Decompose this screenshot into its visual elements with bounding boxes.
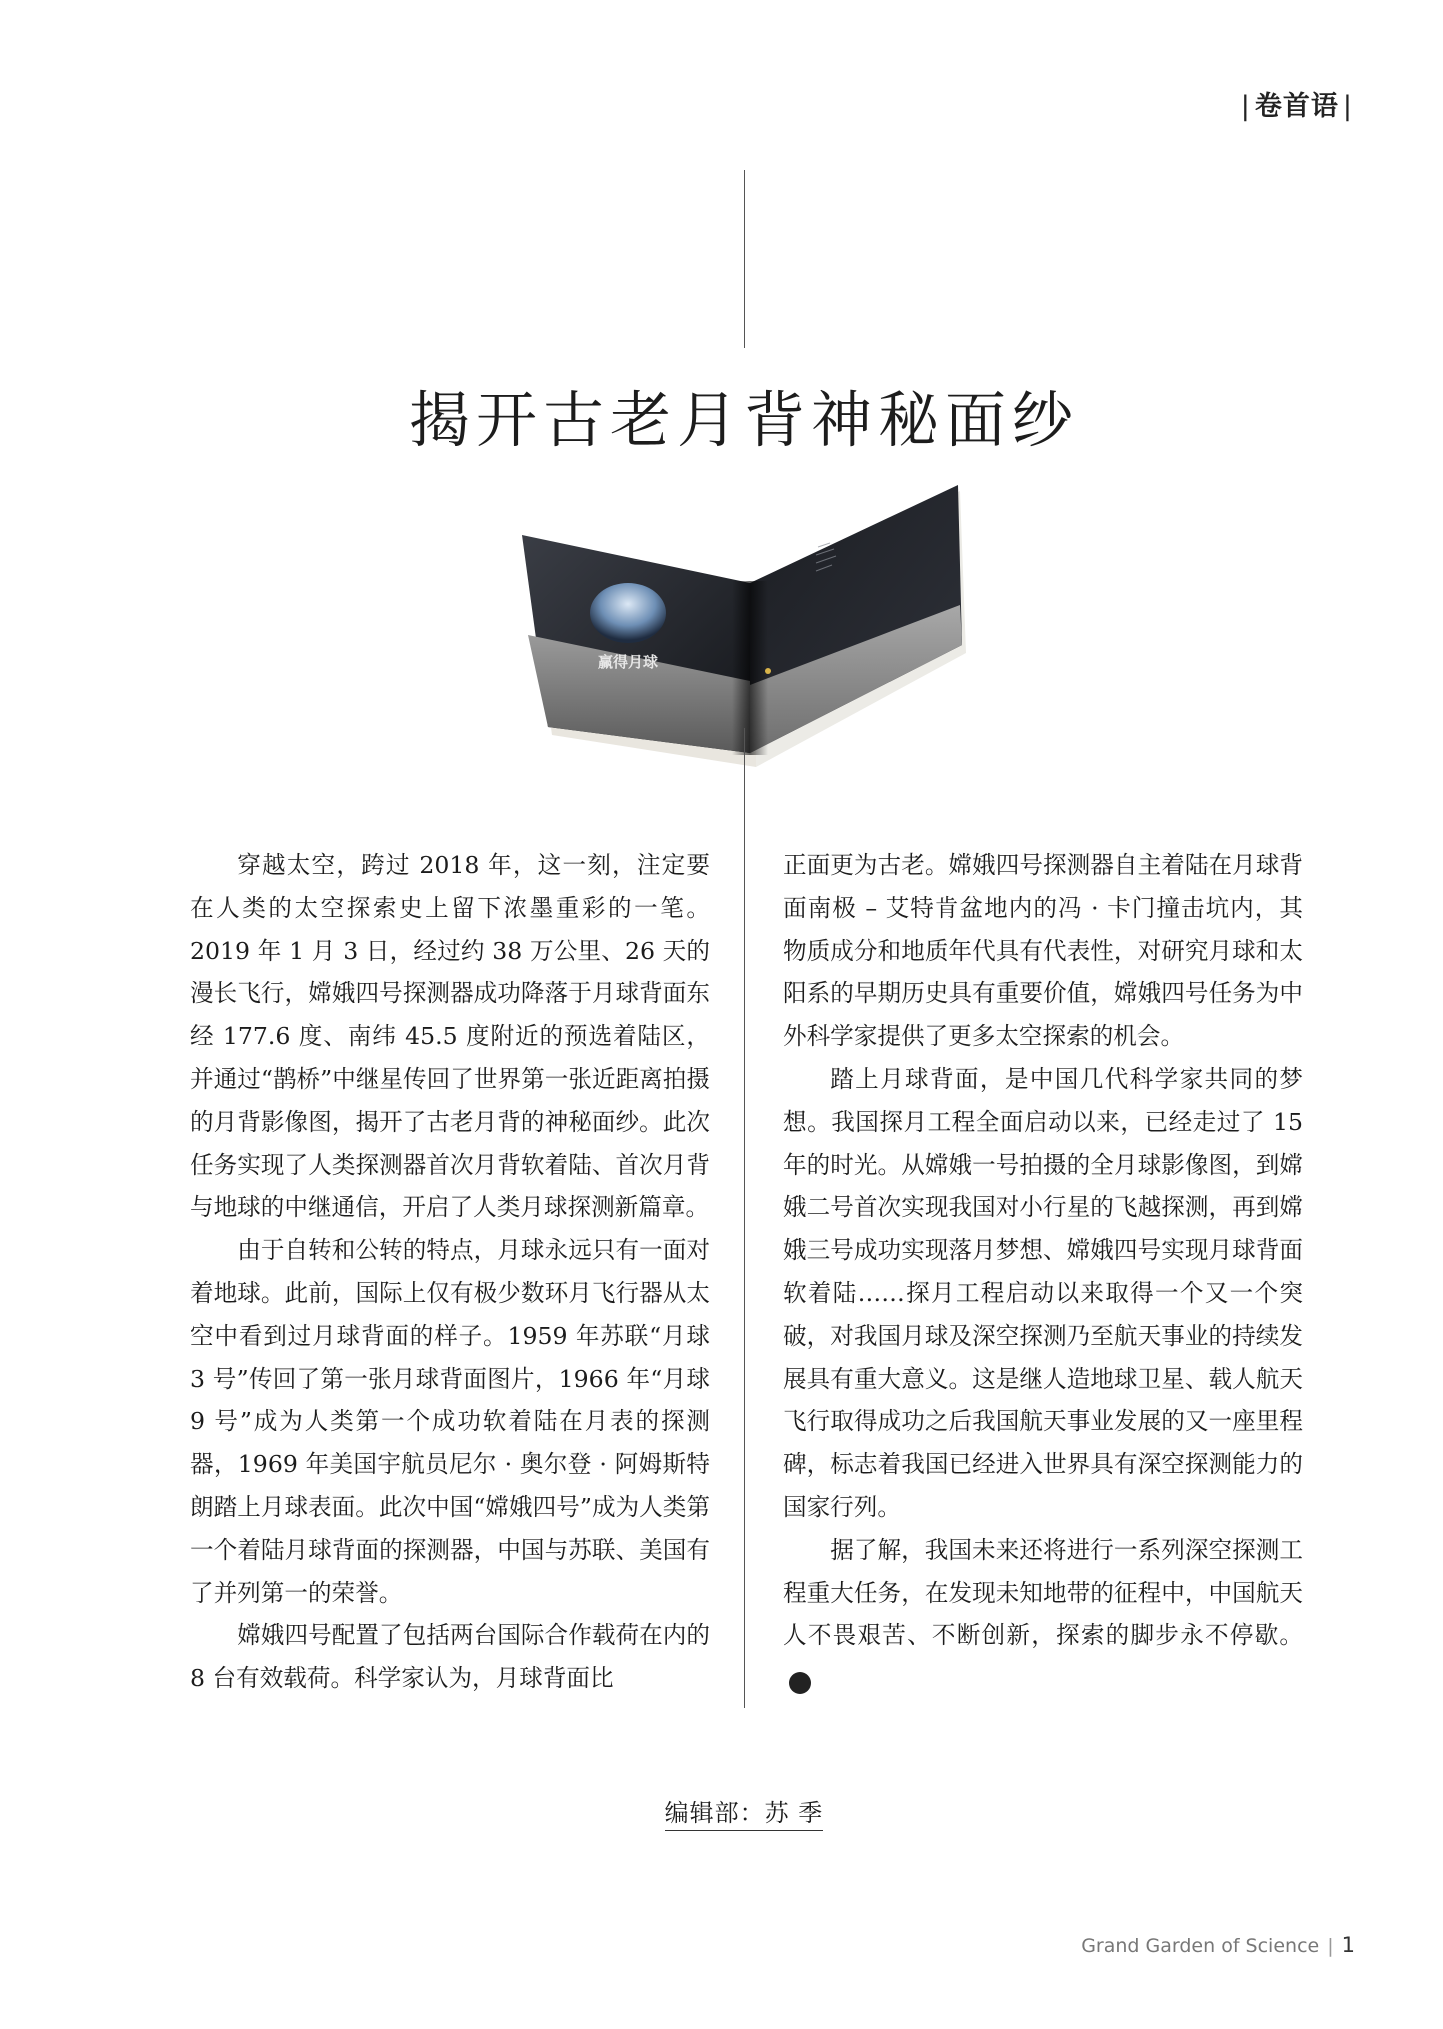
paragraph-final (783, 1529, 1303, 1700)
article-title: 揭开古老月背神秘面纱 (408, 385, 1079, 456)
paragraph: 由于自转和公转的特点，月球永远只有一面对着地球。此前，国际上仅有极少数环月飞行器从太空中看到过月球背面的样子。1959 年苏联“月球 3 号”传回了第一张月球背面图片，1966 年“月球 9 号”成为人类第一个成功软着陆在月表的探测器，1969 年美国宇航员尼尔 · 奥尔登 · 阿姆斯特朗踏上月球表面。此次中国“嫦娥四号”成为人类第一个着陆月球背面的探测器，中国与苏联、美国有了并列第一的荣誉。 (190, 1236, 710, 1607)
paragraph: 嫦娥四号配置了包括两台国际合作载荷在内的 8 台有效载荷。科学家认为，月球背面比 (190, 1621, 710, 1693)
byline (0, 1793, 1443, 1828)
column-divider (744, 728, 745, 1708)
divider-top (744, 170, 745, 348)
page-footer: Grand Garden of Science | 1 (1081, 1933, 1355, 1957)
byline-text: 编辑部：苏 季 (665, 1799, 824, 1831)
section-tag-label: 卷首语 (1254, 91, 1339, 122)
journal-name: Grand Garden of Science (1081, 1935, 1320, 1957)
paragraph: 穿越太空，跨过 2018 年，这一刻，注定要在人类的太空探索史上留下浓墨重彩的一笔。2019 年 1 月 3 日，经过约 38 万公里、26 天的漫长飞行，嫦娥四号探测器成功降落于月球背面东经 177.6 度、南纬 45.5 度附近的预选着陆区，并通过“鹊桥”中继星传回了世界第一张近距离拍摄的月背影像图，揭开了古老月背的神秘面纱。此次任务实现了人类探测器首次月背软着陆、首次月背与地球的中继通信，开启了人类月球探测新篇章。 (190, 851, 710, 1222)
paragraph-continued: 正面更为古老。嫦娥四号探测器自主着陆在月球背面南极 – 艾特肯盆地内的冯 · 卡门撞击坑内，其物质成分和地质年代具有代表性，对研究月球和太阳系的早期历史具有重要价值，嫦娥四号任务为中外科学家提供了更多太空探索的机会。 (783, 851, 1303, 1051)
open-book-image (518, 485, 968, 770)
section-tag: | 卷首语 | (1240, 91, 1353, 122)
book-cover-text: 赢得月球 (597, 653, 659, 671)
page-number: 1 (1341, 1933, 1355, 1957)
left-column (190, 844, 710, 1700)
paragraph: 踏上月球背面，是中国几代科学家共同的梦想。我国探月工程全面启动以来，已经走过了 15 年的时光。从嫦娥一号拍摄的全月球影像图，到嫦娥二号首次实现我国对小行星的飞越探测，再到嫦娥三号成功实现落月梦想、嫦娥四号实现月球背面软着陆……探月工程启动以来取得一个又一个突破，对我国月球及深空探测乃至航天事业的持续发展具有重大意义。这是继人造地球卫星、载人航天飞行取得成功之后我国航天事业发展的又一座里程碑，标志着我国已经进入世界具有深空探测能力的国家行列。 (783, 1064, 1303, 1521)
end-mark-icon: S (789, 1672, 811, 1694)
paragraph-text: 据了解，我国未来还将进行一系列深空探测工程重大任务，在发现未知地带的征程中，中国航天人不畏艰苦、不断创新，探索的脚步永不停歇。 (783, 1535, 1303, 1650)
right-column (783, 844, 1303, 1700)
